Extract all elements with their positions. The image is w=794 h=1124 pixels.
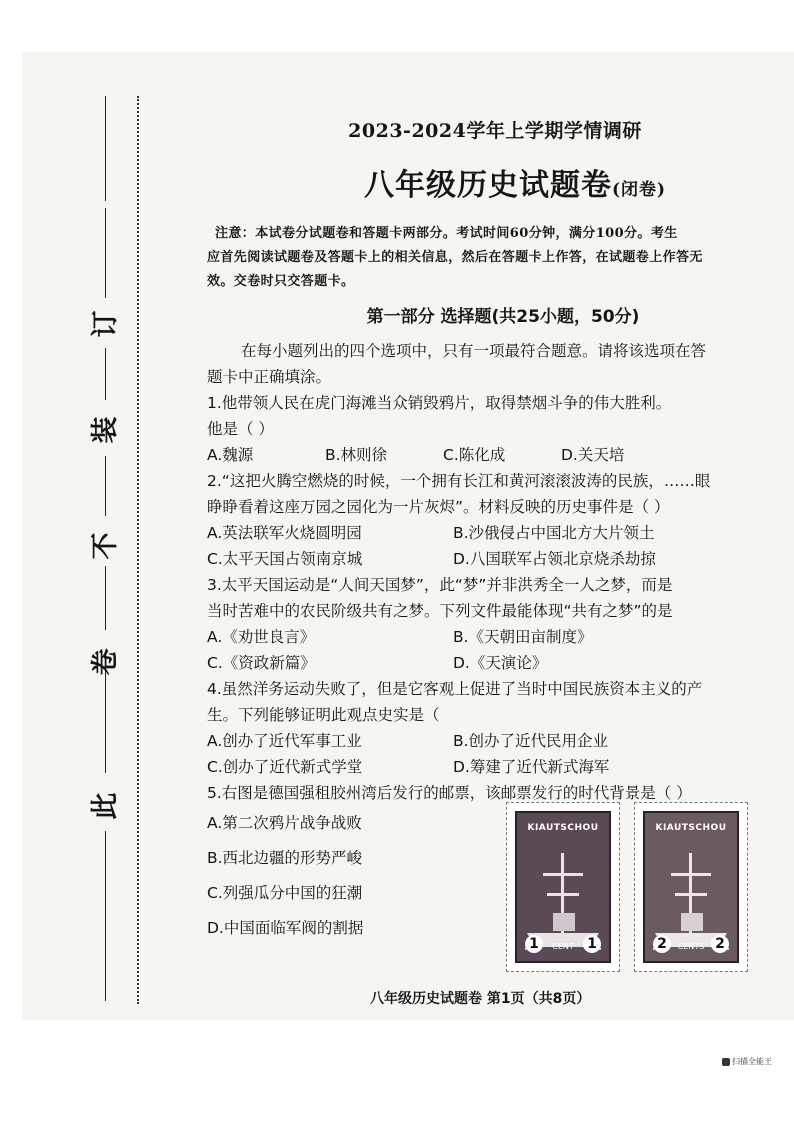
question-options (207, 624, 777, 650)
option-a: A.魏源 (207, 446, 254, 464)
binding-rule (105, 208, 106, 298)
question-stem: 5.右图是德国强租胶州湾后发行的邮票，该邮票发行的时代背景是（ ） (207, 784, 692, 802)
notice-line: 应首先阅读试题卷及答题卡上的相关信息，然后在答题卡上作答，在试题卷上作答无 (207, 250, 703, 265)
stamp-1-cent (506, 802, 620, 972)
option-a: A.创办了近代军事工业 (207, 732, 362, 750)
binding-rule (105, 456, 106, 516)
question-stem: 4.虽然洋务运动失败了，但是它客观上促进了当时中国民族资本主义的产 (207, 680, 703, 698)
stamp-denomination: 1 (525, 935, 543, 953)
option-c: C.《资政新篇》 (207, 654, 316, 672)
watermark-text: 扫描全能王 (732, 1057, 772, 1066)
binding-char: 订 (90, 310, 121, 338)
page-footer: 八年级历史试题卷 第1页（共8页） (370, 991, 591, 1007)
option-b: B.《天朝田亩制度》 (453, 628, 593, 646)
instruction-line: 题卡中正确填涂。 (207, 368, 332, 386)
question-stem: 1.他带领人民在虎门海滩当众销毁鸦片，取得禁烟斗争的伟大胜利。 (207, 394, 672, 412)
option-d: D.关天培 (561, 446, 625, 464)
binding-rule (105, 831, 106, 1001)
question-stem: 3.太平天国运动是“人间天国梦”，此“梦”并非洪秀全一人之梦，而是 (207, 576, 673, 594)
option-a: A.英法联军火烧圆明园 (207, 524, 362, 542)
question-options (207, 546, 777, 572)
notice-line: 效。交卷时只交答题卡。 (207, 274, 355, 289)
stamp-unit: CENT (552, 942, 574, 951)
option-c: C.陈化成 (443, 446, 506, 464)
instruction-line: 在每小题列出的四个选项中，只有一项最符合题意。请将该选项在答 (241, 342, 707, 360)
question-options (207, 442, 777, 468)
question-options (207, 520, 777, 546)
stamp-label: KIAUTSCHOU (527, 823, 599, 833)
option-c: C.创办了近代新式学堂 (207, 758, 363, 776)
exam-title-line1: 2023-2024学年上学期学情调研 (348, 120, 642, 142)
binding-char: 此 (90, 792, 121, 820)
option-b: B.创办了近代民用企业 (453, 732, 609, 750)
binding-char: 装 (90, 416, 121, 444)
question-stem: 生。下列能够证明此观点史实是（ (207, 706, 440, 724)
cut-line (137, 96, 139, 1004)
exam-title-main: 八年级历史试题卷 (363, 168, 612, 203)
question-stem: 睁睁看着这座万园之园化为一片灰烬”。材料反映的历史事件是（ ） (207, 498, 670, 516)
stamp-denomination: 2 (653, 935, 671, 953)
stamp-label: KIAUTSCHOU (655, 823, 727, 833)
option-a: A.《劝世良言》 (207, 628, 316, 646)
option-d: D.中国面临军阀的割据 (207, 919, 364, 937)
question-stem: 2.“这把火腾空燃烧的时候，一个拥有长江和黄河滚滚波涛的民族，……眼 (207, 472, 711, 490)
question-stem: 他是（ ） (207, 420, 274, 438)
stamp-denomination: 2 (711, 935, 729, 953)
scanner-watermark (722, 1056, 772, 1067)
stamp-denomination: 1 (583, 935, 601, 953)
stamp-frame (643, 811, 739, 963)
stamp-2-cents (634, 802, 748, 972)
binding-rule (105, 96, 106, 201)
option-b: B.西北边疆的形势严峻 (207, 849, 363, 867)
stamp-figure (506, 802, 756, 972)
option-d: D.筹建了近代新式海军 (453, 758, 610, 776)
option-b: B.沙俄侵占中国北方大片领土 (453, 524, 655, 542)
question-options (207, 650, 777, 676)
option-a: A.第二次鸦片战争战败 (207, 814, 362, 832)
binding-char: 卷 (90, 648, 121, 676)
option-d: D.《天演论》 (453, 654, 548, 672)
binding-rule (105, 566, 106, 630)
exam-title (335, 160, 695, 204)
stamp-unit: CENTS (677, 942, 705, 951)
notice-line: 注意：本试卷分试题卷和答题卡两部分。考试时间60分钟，满分100分。考生 (215, 226, 678, 241)
option-c: C.太平天国占领南京城 (207, 550, 363, 568)
option-c: C.列强瓜分中国的狂潮 (207, 884, 363, 902)
question-options (207, 754, 777, 780)
question-options (207, 728, 777, 754)
question-stem: 当时苦难中的农民阶级共有之梦。下列文件最能体现“共有之梦”的是 (207, 602, 673, 620)
option-b: B.林则徐 (325, 446, 388, 464)
scanner-logo-icon (722, 1058, 730, 1066)
option-d: D.八国联军占领北京烧杀劫掠 (453, 550, 656, 568)
stamp-frame (515, 811, 611, 963)
notice (207, 222, 772, 294)
binding-margin (88, 96, 124, 1006)
section-title: 第一部分 选择题(共25小题，50分) (366, 307, 640, 327)
exam-title-suffix: (闭卷) (611, 180, 667, 200)
binding-rule (105, 668, 106, 773)
binding-char: 不 (90, 532, 121, 560)
binding-rule (105, 348, 106, 400)
